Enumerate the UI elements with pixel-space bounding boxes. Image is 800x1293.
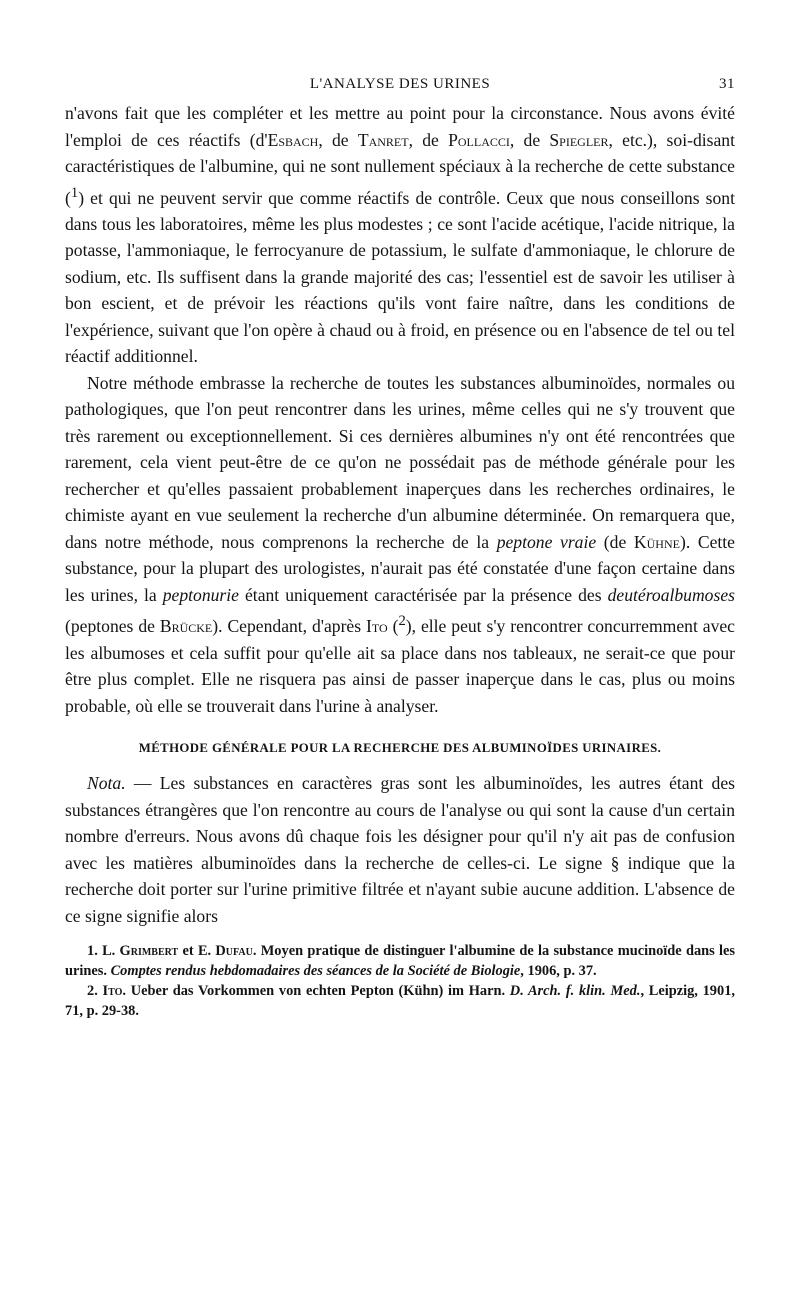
italic-term: peptonurie — [162, 584, 239, 605]
nota-label: Nota. — [87, 773, 126, 794]
text-run: , Leipzig, 1901, 71, p. 29-38. — [65, 983, 735, 1020]
author-name: Tanret — [357, 129, 409, 150]
footnote-1 — [65, 941, 735, 981]
footnote-ref: 2 — [398, 613, 406, 630]
paragraph-3 — [65, 770, 735, 929]
footnotes — [65, 941, 735, 1021]
author-name: Brücke — [159, 616, 213, 637]
text-run: , etc.), soi-disant caractéristiques de l'albumine, qui ne sont nullement spéciaux à la recherche de cette substance ( — [65, 129, 735, 208]
author-name: Ito — [102, 983, 123, 1000]
paragraph-2 — [65, 370, 735, 719]
page-number: 31 — [719, 76, 735, 92]
section-heading: MÉTHODE GÉNÉRALE POUR LA RECHERCHE DES ALBUMINOÏDES URINAIRES. — [138, 741, 662, 756]
journal-title: Comptes rendus hebdomadaires des séances de la Société de Biologie — [110, 963, 521, 980]
running-head — [65, 70, 735, 100]
document-page — [65, 70, 735, 1021]
text-run: Notre méthode embrasse la recherche de toutes les substances albuminoïdes, normales ou pathologiques, que l'on peut rencontrer dans les urines, même celles qui ne s'y trouvent que très rarement ou exceptionnellement. Si ces dernières albumines n'y ont été rencontrées que rarement, cela vient peut-être de ce qu'on ne possédait pas de méthode générale pour les rechercher et qu'elles passaient probablement inaperçues dans les recherches ordinaires, le chimiste ayant en vue seulement la recherche d'un albumine déterminée. On remarquera que, dans notre méthode, nous comprenons la recherche de la — [65, 372, 735, 552]
author-name: Esbach — [267, 129, 319, 150]
text-run: , de — [318, 129, 358, 150]
text-run: ). Cependant, d'après — [212, 616, 367, 637]
text-run: n'avons fait que les compléter et les mettre au point pour la circonstance. Nous avons évité l'emploi de ces réactifs (d' — [65, 103, 735, 150]
author-name: L. Grimbert — [102, 943, 179, 960]
running-head-title: L'ANALYSE DES URINES — [309, 76, 491, 92]
footnote-number: 1. — [87, 943, 98, 960]
footnote-ref: 1 — [70, 184, 79, 201]
text-run: , de — [509, 129, 550, 150]
text-run: — Les substances en caractères gras sont les albuminoïdes, les autres étant des substances étrangères que l'on rencontre au cours de l'analyse ou qui sont la cause d'un certain nombre d'erreurs. Nous avons dû chaque fois les désigner pour qu'il n'y ait pas de confusion avec les matières albuminoïdes dans la recherche de celles-ci. Le signe § indique que la recherche doit porter sur l'urine primitive filtrée et n'ayant subie aucune addition. L'absence de ce signe signifie alors — [65, 773, 735, 926]
paragraph-1 — [65, 100, 735, 370]
text-run: et — [178, 943, 198, 960]
author-name: Kühne — [633, 531, 680, 552]
footnote-number: 2. — [87, 983, 98, 1000]
text-run: étant uniquement caractérisée par la présence des — [238, 584, 608, 605]
author-name: Spiegler — [549, 129, 609, 150]
text-run: , de — [408, 129, 449, 150]
text-run: ), elle peut s'y rencontrer concurremment avec les albumoses et cela suffit pour qu'elle ait sa place dans nos tableaux, ne serait-ce que pour être plus complet. Elle ne risquera pas ainsi de passer inaperçue dans le cas, plus ou moins probable, où elle se trouverait dans l'urine à analyser. — [65, 616, 735, 716]
text-run: (de — [596, 531, 634, 552]
text-run: , 1906, p. 37. — [520, 963, 597, 980]
text-run: ) et qui ne peuvent servir que comme réactifs de contrôle. Ceux que nous conseillons sont dans tous les laboratoires, même les plus modestes ; ce sont l'acide acétique, l'acide nitrique, la potasse, l'ammoniaque, le ferrocyanure de potassium, le sulfate d'ammoniaque, le chlorure de sodium, etc. Ils suffisent dans la grande majorité des cas; l'essentiel est de savoir les utiliser à bon escient, et de prévoir les réactions qu'ils vont faire naître, dans les conditions de l'expérience, suivant que l'on opère à chaud ou à froid, en présence ou en l'absence de tel ou tel réactif additionnel. — [65, 187, 735, 367]
text-run: ). Cette substance, pour la plupart des urologistes, n'aurait pas été constatée d'une façon certaine dans les urines, la — [65, 531, 735, 605]
text-run: ( — [387, 616, 399, 637]
journal-title: D. Arch. f. klin. Med. — [509, 983, 641, 1000]
author-name: E. Dufau — [197, 943, 253, 960]
footnote-2 — [65, 981, 735, 1021]
italic-term: peptone vraie — [496, 531, 597, 552]
text-run: . Moyen pratique de distinguer l'albumine de la substance mucinoïde dans les urines. — [65, 943, 736, 980]
text-run: . Ueber das Vorkommen von echten Pepton (Kühn) im Harn. — [122, 983, 510, 1000]
author-name: Ito — [366, 616, 388, 637]
text-run: (peptones de — [65, 616, 160, 637]
author-name: Pollacci — [448, 129, 510, 150]
italic-term: deutéroalbumoses — [607, 584, 735, 605]
